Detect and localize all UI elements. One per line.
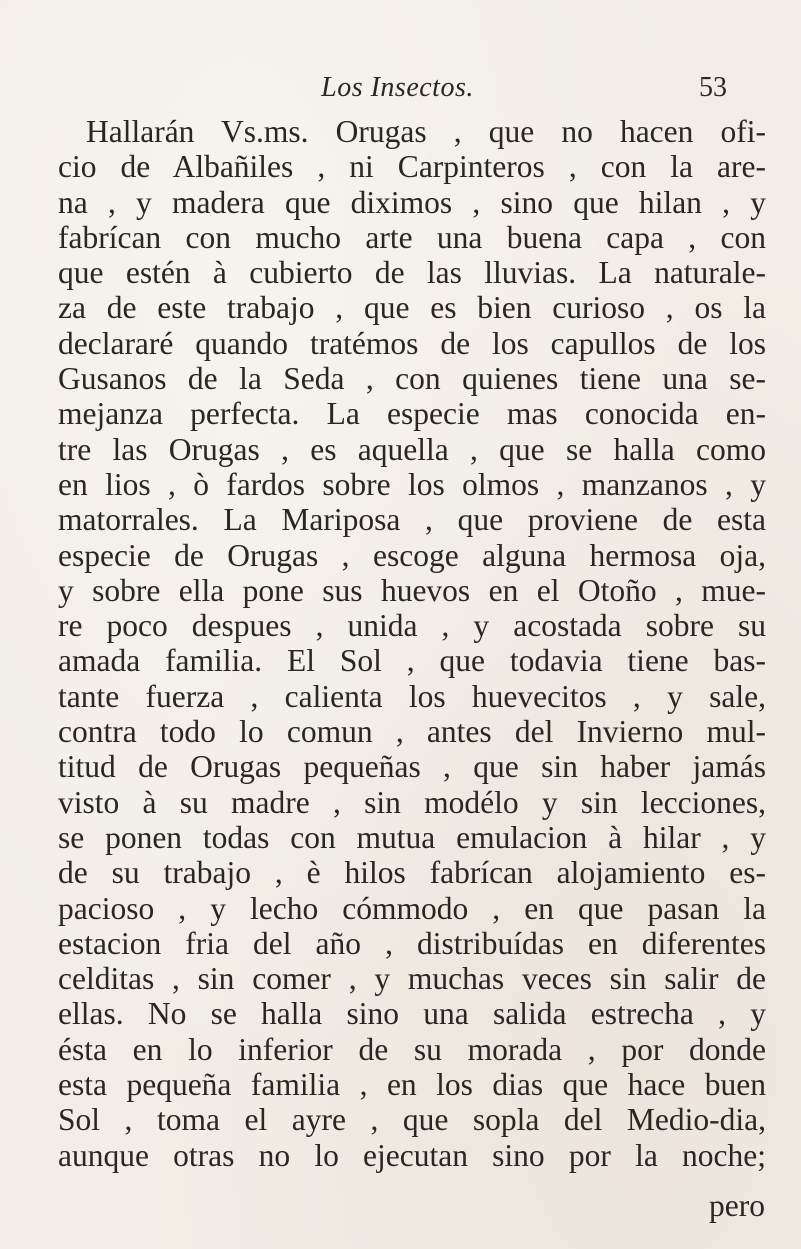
text-line: que estén à cubierto de las lluvias. La naturale- <box>58 255 766 291</box>
text-line: Hallarán Vs.ms. Orugas , que no hacen ofi- <box>86 114 766 149</box>
text-line: tante fuerza , calienta los huevecitos , y sale, <box>58 678 766 714</box>
text-line: y sobre ella pone sus huevos en el Otoño , mue- <box>58 572 766 608</box>
text-line: ésta en lo inferior de su morada , por donde <box>58 1031 766 1067</box>
text-line: en lios , ò fardos sobre los olmos , manzanos , y <box>58 466 766 502</box>
page-number: 53 <box>699 72 727 103</box>
text-line: contra todo lo comun , antes del Invierno mul- <box>58 714 766 750</box>
text-line: estacion fria del año , distribuídas en diferentes <box>58 925 766 961</box>
text-line: esta pequeña familia , en los dias que hace buen <box>58 1067 766 1103</box>
text-line: fabrícan con mucho arte una buena capa , con <box>58 219 766 255</box>
body-text <box>58 114 766 1173</box>
text-line: visto à su madre , sin modélo y sin lecciones, <box>58 784 766 820</box>
text-line: se ponen todas con mutua emulacion à hilar , y <box>58 819 766 855</box>
running-head <box>40 72 755 108</box>
text-line: especie de Orugas , escoge alguna hermosa oja, <box>58 537 766 573</box>
text-line: mejanza perfecta. La especie mas conocida en- <box>58 396 766 432</box>
text-line: Gusanos de la Seda , con quienes tiene una se- <box>58 361 766 397</box>
text-line: amada familia. El Sol , que todavia tiene bas- <box>58 643 766 679</box>
text-line: re poco despues , unida , y acostada sobre su <box>58 608 766 644</box>
text-line: matorrales. La Mariposa , que proviene de esta <box>58 502 766 538</box>
text-line: ellas. No se halla sino una salida estrecha , y <box>58 996 766 1032</box>
text-line: pacioso , y lecho cómmodo , en que pasan la <box>58 890 766 926</box>
running-head-title: Los Insectos. <box>321 72 474 103</box>
text-line: Sol , toma el ayre , que sopla del Medio-dia, <box>58 1102 766 1138</box>
text-line: de su trabajo , è hilos fabrícan alojamiento es- <box>58 855 766 891</box>
text-line: declararé quando tratémos de los capullos de los <box>58 325 766 361</box>
text-line: na , y madera que diximos , sino que hilan , y <box>58 184 766 220</box>
text-line: titud de Orugas pequeñas , que sin haber jamás <box>58 749 766 785</box>
text-line: tre las Orugas , es aquella , que se halla como <box>58 431 766 467</box>
text-line: aunque otras no lo ejecutan sino por la noche; <box>58 1137 766 1173</box>
text-line: cio de Albañiles , ni Carpinteros , con la are- <box>58 149 766 185</box>
text-line: za de este trabajo , que es bien curioso , os la <box>58 290 766 326</box>
text-line: celditas , sin comer , y muchas veces sin salir de <box>58 961 766 997</box>
catchword: pero <box>709 1188 765 1223</box>
